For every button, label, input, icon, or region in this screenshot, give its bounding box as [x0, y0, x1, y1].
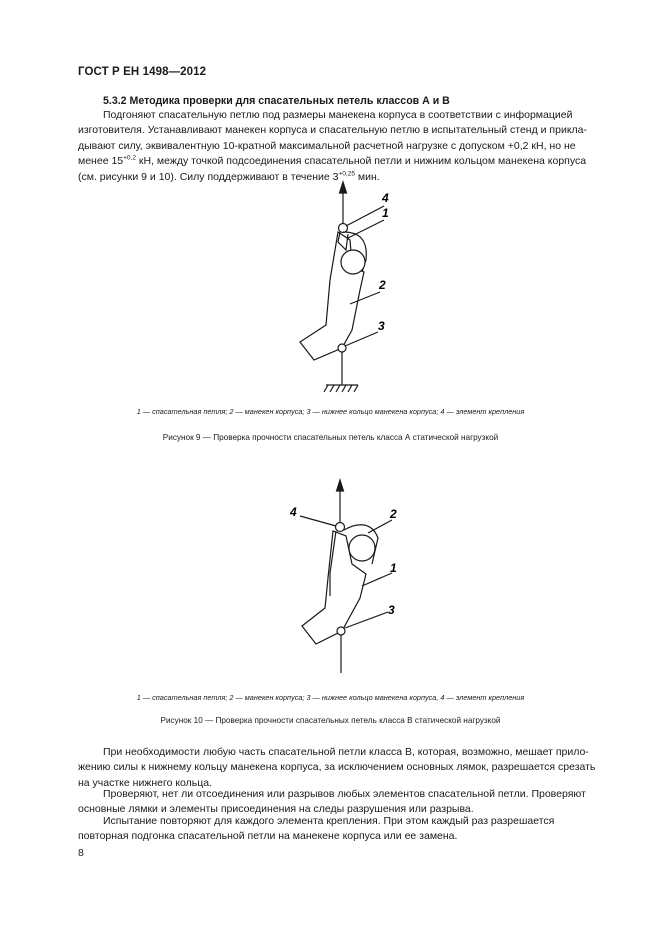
- paragraph-line: изготовителя. Устанавливают манекен корпуса и спасательную петлю в испытательный стенд и прикла-: [78, 124, 587, 137]
- section-paragraph: [78, 108, 614, 185]
- section-heading: 5.3.2 Методика проверки для спасательных петель классов А и В: [103, 95, 450, 107]
- leader-line: [300, 516, 336, 526]
- arrow-up-icon: [337, 480, 344, 491]
- lower-ring: [337, 627, 345, 635]
- body-paragraph: [78, 745, 614, 791]
- tolerance-superscript: +0,2: [123, 154, 136, 162]
- tolerance-superscript: +0,25: [338, 170, 355, 178]
- paragraph-line: повторная подгонка спасательной петли на манекене корпуса или ее замена.: [78, 830, 458, 843]
- dummy-head: [349, 535, 375, 561]
- paragraph-line: При необходимости любую часть спасательной петли класса В, которая, возможно, мешает прило-: [103, 746, 589, 758]
- label-1: 1: [382, 206, 389, 220]
- figure-10-caption: Рисунок 10 — Проверка прочности спасательных петель класса В статической нагрузкой: [160, 716, 501, 725]
- body-paragraph: [78, 814, 614, 845]
- lower-ring: [338, 344, 346, 352]
- label-2: 2: [379, 278, 386, 292]
- page-number: 8: [78, 847, 84, 859]
- figure-10-legend: 1 — спасательная петля; 2 — манекен корпуса; 3 — нижнее кольцо манекена корпуса, 4 — элемент крепления: [136, 693, 525, 702]
- dummy-head: [341, 250, 365, 274]
- label-1: 1: [390, 561, 397, 575]
- paragraph-line: Проверяют, нет ли отсоединения или разрывов любых элементов спасательной петли. Проверяют: [103, 788, 586, 800]
- line-text: мин.: [354, 170, 380, 183]
- attachment-element: [336, 523, 345, 532]
- figure-9-caption: Рисунок 9 — Проверка прочности спасательных петель класса А статической нагрузкой: [162, 433, 499, 442]
- figure-9-drawing: [0, 180, 661, 400]
- label-3: 3: [388, 603, 395, 617]
- label-2: 2: [390, 507, 397, 521]
- label-4: 4: [290, 505, 297, 519]
- paragraph-line: Подгоняют спасательную петлю под размеры манекена корпуса в соответствии с информацией: [103, 109, 573, 121]
- line-text: (см. рисунки 9 и 10). Силу поддерживают в течение: [78, 170, 330, 183]
- leader-line: [362, 573, 392, 586]
- paragraph-line: жению силы к нижнему кольцу манекена корпуса, за исключением основных лямок, разрешается срезать: [78, 761, 596, 774]
- arrow-up-icon: [340, 182, 347, 193]
- line-text: кН, между точкой подсоединения спасательной петли и нижним кольцом манекена корпуса: [135, 155, 587, 168]
- paragraph-line: Испытание повторяют для каждого элемента крепления. При этом каждый раз разрешается: [103, 815, 555, 827]
- label-3: 3: [378, 319, 385, 333]
- figure-10-drawing: [0, 478, 661, 683]
- figure-9-legend: 1 — спасательная петля; 2 — манекен корпуса; 3 — нижнее кольцо манекена корпуса; 4 — элемент крепления: [136, 407, 525, 416]
- paragraph-line: на участке нижнего кольца.: [78, 776, 213, 789]
- line-number: 3: [332, 170, 339, 183]
- paragraph-line: дывают силу, эквивалентную 10-кратной максимальной расчетной нагрузке с допуском +0,2 кН, но не: [78, 139, 576, 152]
- document-header: ГОСТ Р ЕН 1498—2012: [78, 66, 207, 78]
- leader-line: [368, 520, 392, 533]
- paragraph-line: [78, 154, 614, 169]
- attachment-element: [339, 224, 348, 233]
- paragraph-line: основные лямки и элементы присоединения на следы разрушения или разрыва.: [78, 803, 474, 816]
- line-text: менее 15: [78, 155, 124, 168]
- label-4: 4: [382, 191, 389, 205]
